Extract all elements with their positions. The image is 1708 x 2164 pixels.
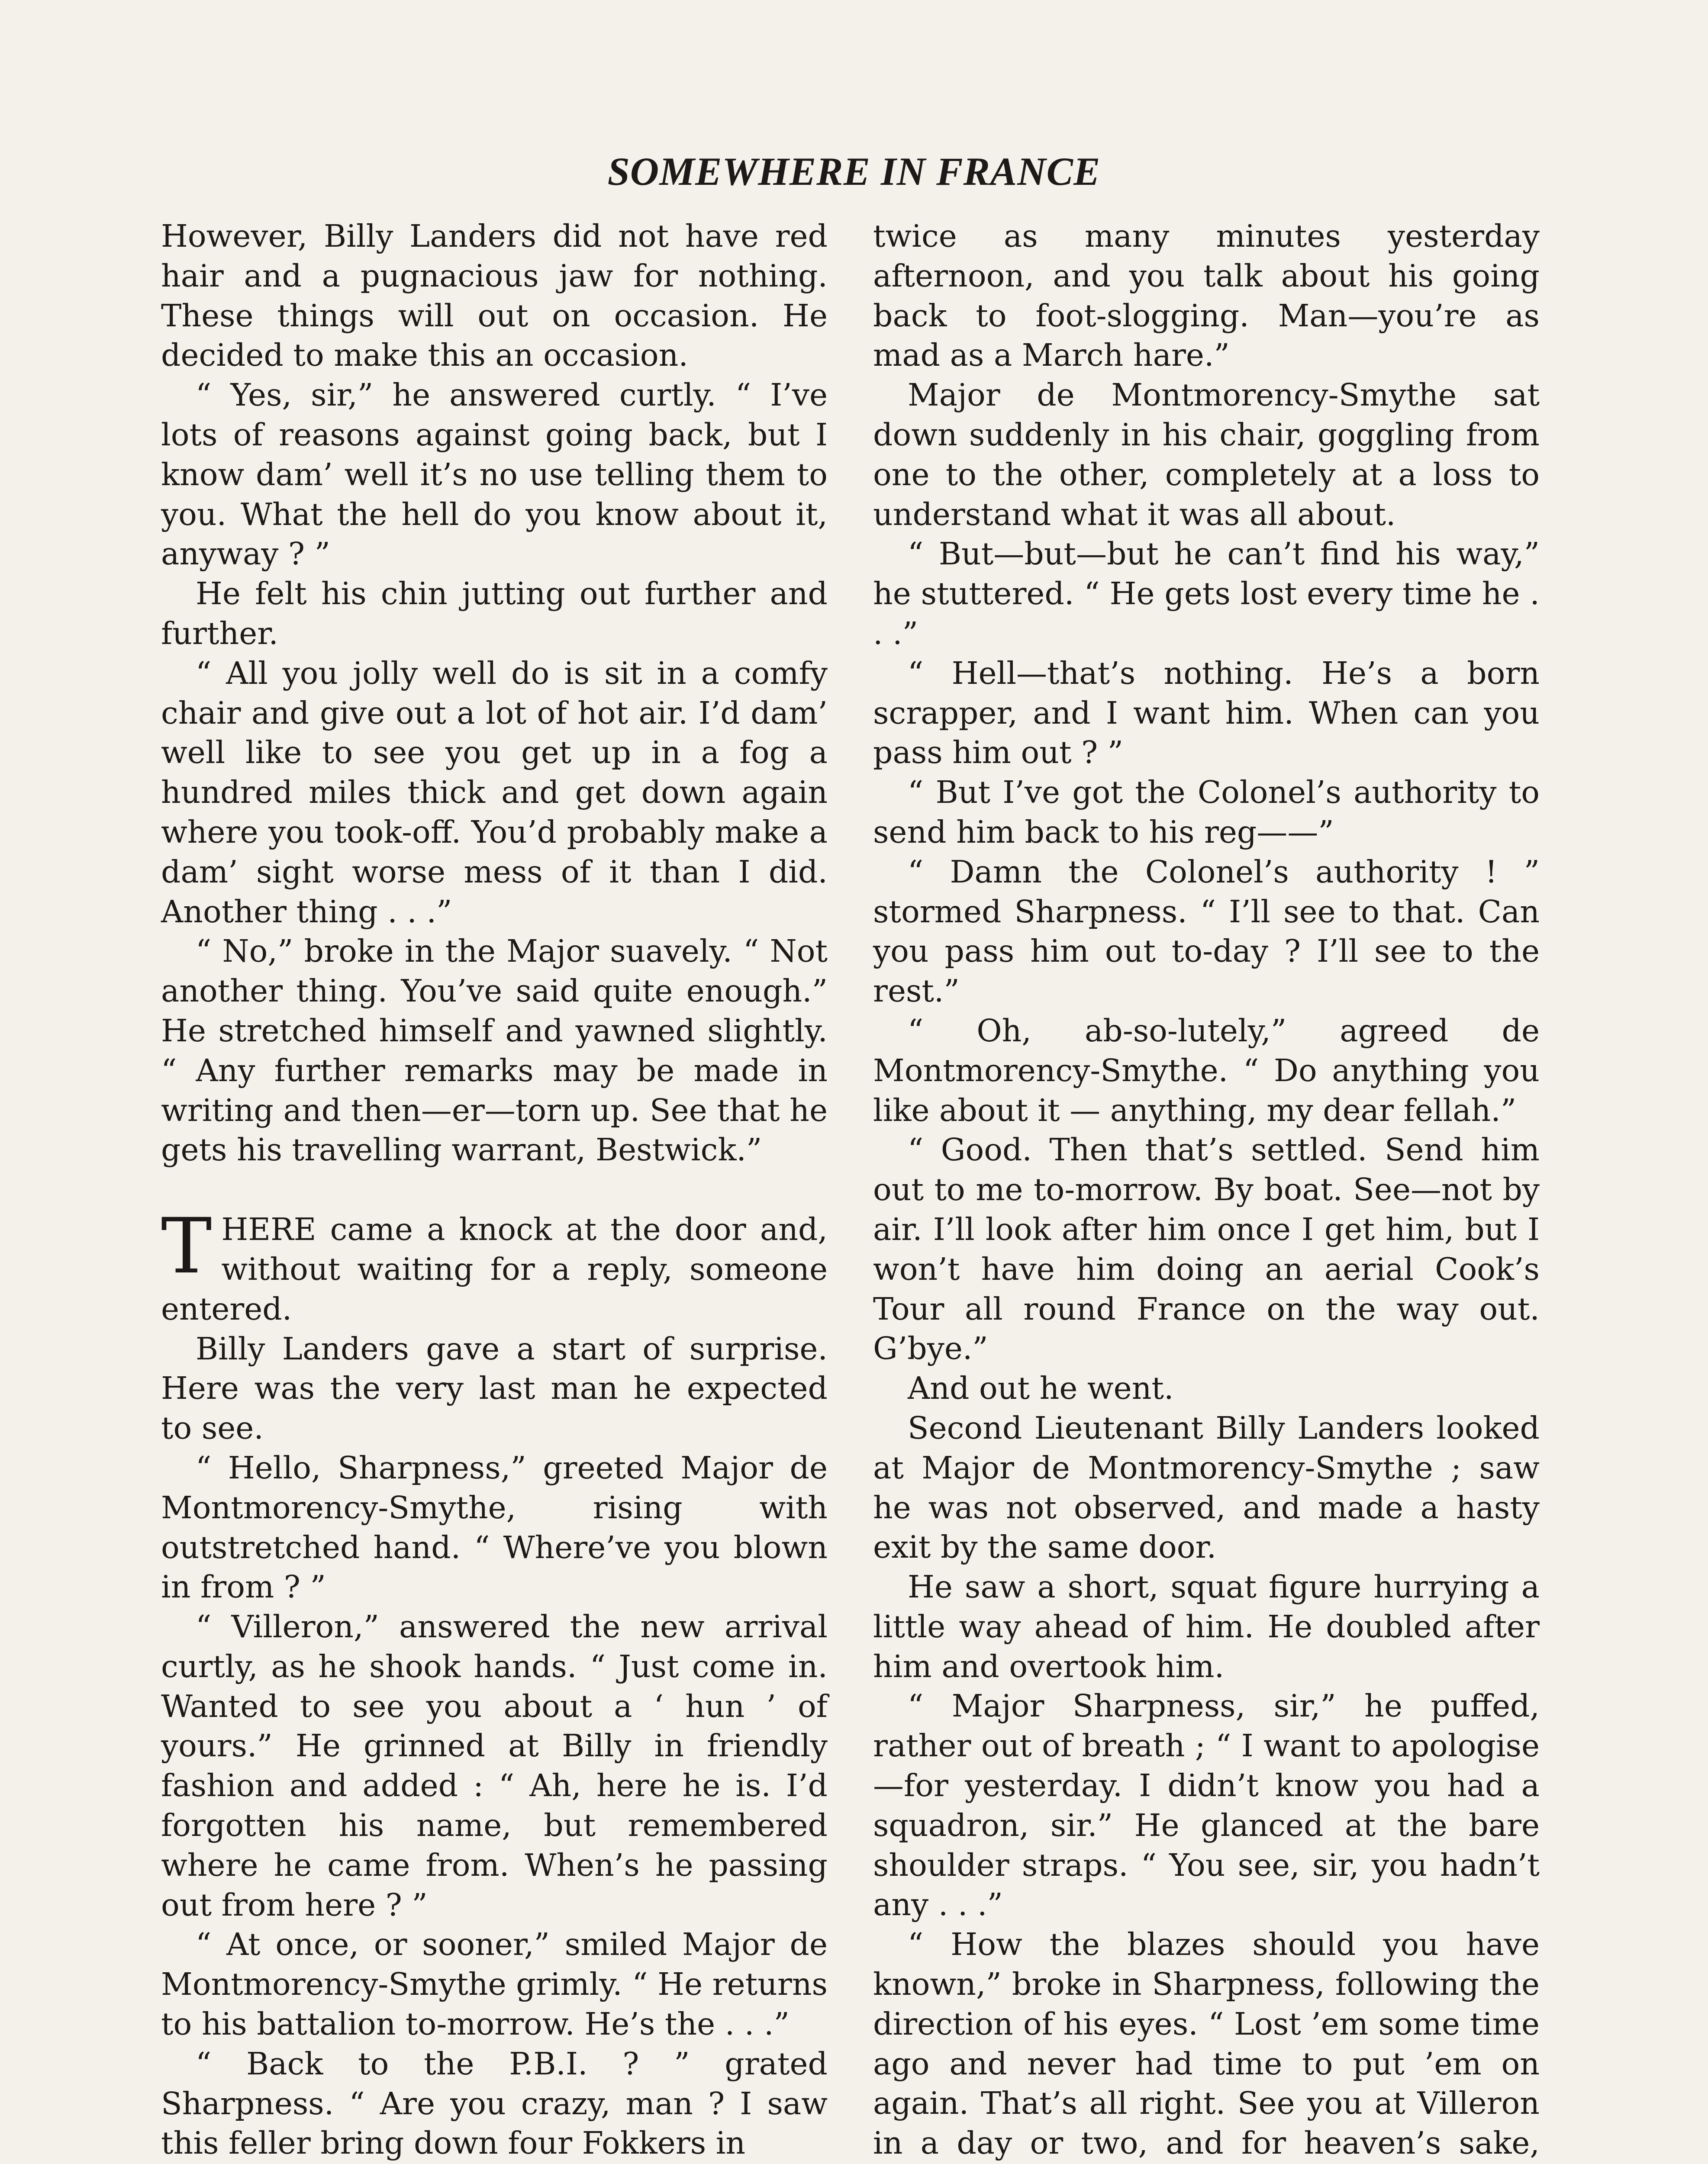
page-title: SOMEWHERE IN FRANCE [607,149,1101,193]
paragraph: However, Billy Landers did not have red hair and a pugnacious jaw for nothing. These things will out on occasion. He decided to make this an occasion. [161,218,828,374]
paragraph: “ Oh, ab-so-lutely,” agreed de Montmorency-Smythe. “ Do anything you like about it — anything, my dear fellah.” [873,1012,1540,1128]
paragraph: “ But—but—but he can’t find his way,” he stuttered. “ He gets lost every time he . . .” [873,536,1540,651]
paragraph: “ No,” broke in the Major suavely. “ Not another thing. You’ve said quite enough.” He stretched himself and yawned slightly. “ Any further remarks may be made in writing and then—er—torn up. See that he gets his travelling warrant, Bestwick.” [161,933,828,1168]
paragraph: twice as many minutes yesterday afternoon, and you talk about his going back to foot-slogging. Man—you’re as mad as a March hare.” [873,218,1540,374]
paragraph: He felt his chin jutting out further and further. [161,576,828,651]
paragraph: “ At once, or sooner,” smiled Major de Montmorency-Smythe grimly. “ He returns to his battalion to-morrow. He’s the . . .” [161,1926,828,2042]
paragraph: “ Hello, Sharpness,” greeted Major de Montmorency-Smythe, rising with outstretched hand. “ Where’ve you blown in from ? ” [161,1449,828,1605]
paragraph: “ Damn the Colonel’s authority ! ” stormed Sharpness. “ I’ll see to that. Can you pass him out to-day ? I’ll see to the rest.” [873,853,1540,1009]
paragraph: “ How the blazes should you have known,” broke in Sharpness, following the direction of his eyes. “ Lost ’em some time ago and never had time to put ’em on again. That’s all right. See you at Villeron in a day or two, and for heaven’s sake, [873,1926,1540,2161]
drop-cap: T [161,1202,212,1291]
section-opening-paragraph [161,1202,828,1329]
left-column [161,216,828,2163]
paragraph-text: HERE came a knock at the door and, without waiting for a reply, someone entered. [161,1211,828,1327]
paragraph: Major de Montmorency-Smythe sat down suddenly in his chair, goggling from one to the other, completely at a loss to understand what it was all about. [873,377,1540,532]
right-column [873,216,1540,2164]
paragraph: Billy Landers gave a start of surprise. Here was the very last man he expected to see. [161,1330,828,1446]
paragraph: “ Major Sharpness, sir,” he puffed, rather out of breath ; “ I want to apologise—for yesterday. I didn’t know you had a squadron, sir.” He glanced at the bare shoulder straps. “ You see, sir, you hadn’t any . . .” [873,1688,1540,1923]
paragraph: “ Back to the P.B.I. ? ” grated Sharpness. “ Are you crazy, man ? I saw this feller bring down four Fokkers in [161,2045,828,2161]
paragraph: “ Villeron,” answered the new arrival curtly, as he shook hands. “ Just come in. Wanted to see you about a ‘ hun ’ of yours.” He grinned at Billy in friendly fashion and added : “ Ah, here he is. I’d forgotten his name, but remembered where he came from. When’s he passing out from here ? ” [161,1609,828,1923]
paragraph: “ All you jolly well do is sit in a comfy chair and give out a lot of hot air. I’d dam’ well like to see you get up in a fog a hundred miles thick and get down again where you took-off. You’d probably make a dam’ sight worse mess of it than I did. Another thing . . .” [161,655,828,930]
paragraph: Second Lieutenant Billy Landers looked at Major de Montmorency-Smythe ; saw he was not observed, and made a hasty exit by the same door. [873,1410,1540,1565]
paragraph: “ Good. Then that’s settled. Send him out to me to-morrow. By boat. See—not by air. I’ll look after him once I get him, but I won’t have him doing an aerial Cook’s Tour all round France on the way out. G’bye.” [873,1132,1540,1367]
paragraph: He saw a short, squat figure hurrying a little way ahead of him. He doubled after him and overtook him. [873,1569,1540,1684]
paragraph: “ Hell—that’s nothing. He’s a born scrapper, and I want him. When can you pass him out ? ” [873,655,1540,771]
paragraph: “ But I’ve got the Colonel’s authority to send him back to his reg——” [873,774,1540,850]
paragraph: And out he went. [908,1370,1174,1407]
paragraph: “ Yes, sir,” he answered curtly. “ I’ve lots of reasons against going back, but I know dam’ well it’s no use telling them to you. What the hell do you know about it, anyway ? ” [161,377,828,572]
